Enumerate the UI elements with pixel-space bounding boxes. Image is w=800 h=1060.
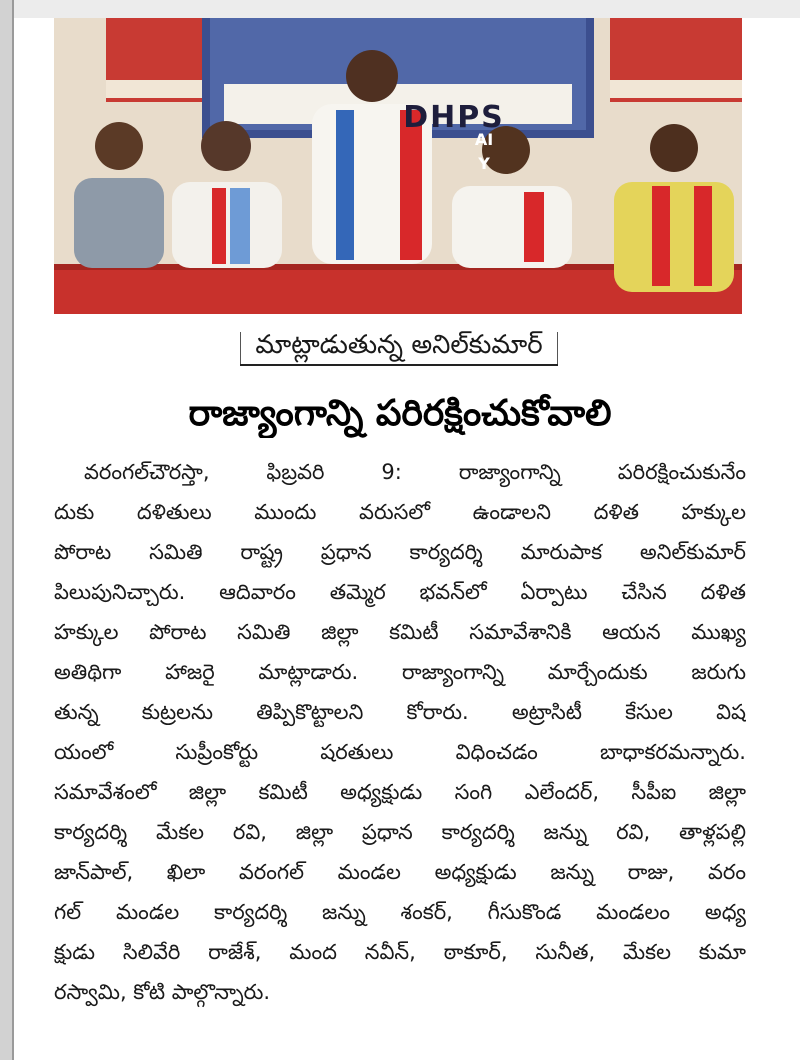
page-left-margin-line xyxy=(12,0,14,1060)
article-headline: రాజ్యాంగాన్ని పరిరక్షించుకోవాలి xyxy=(188,393,612,434)
photo-banner-text: DHPS xyxy=(403,100,505,135)
body-line: యంలో సుప్రీంకోర్టు షరతులు విధించడం బాధాకరమన్నారు. xyxy=(54,740,746,764)
body-line: గల్ మండల కార్యదర్శి జన్ను శంకర్, గీసుకొండ మండలం అధ్య xyxy=(54,900,746,924)
body-line: వరంగల్‌చౌరస్తా, ఫిబ్రవరి 9: రాజ్యాంగాన్ని పరిరక్షించుకునేం xyxy=(84,460,746,484)
news-photo xyxy=(54,18,742,314)
photo-sash-text: AIY xyxy=(474,130,494,173)
body-line: పిలుపునిచ్చారు. ఆదివారం తమ్మెర భవన్‌లో ఏర్పాటు చేసిన దళిత xyxy=(54,580,746,604)
body-line: క్షుడు సిలివేరి రాజేశ్, మంద నవీన్, ఠాకూర్, సునీత, మేకల కుమా xyxy=(54,940,746,964)
photo-caption xyxy=(240,326,558,366)
body-line: జాన్‌పాల్, ఖిలా వరంగల్ మండల అధ్యక్షుడు జన్ను రాజు, వరం xyxy=(54,860,746,884)
body-line: పోరాట సమితి రాష్ట్ర ప్రధాన కార్యదర్శి మారుపాక అనిల్‌కుమార్ xyxy=(54,540,746,564)
caption-left-rule xyxy=(240,332,241,366)
body-line: తున్న కుట్రలను తిప్పికొట్టాలని కోరారు. అట్రాసిటీ కేసుల విష xyxy=(54,700,746,724)
body-line: హక్కుల పోరాట సమితి జిల్లా కమిటీ సమావేశానికి ఆయన ముఖ్య xyxy=(54,620,746,644)
body-line: అతిథిగా హాజరై మాట్లాడారు. రాజ్యాంగాన్ని మార్చేందుకు జరుగు xyxy=(54,660,746,684)
previous-article-strip xyxy=(14,0,800,18)
body-line: సమావేశంలో జిల్లా కమిటీ అధ్యక్షుడు సంగి ఎలేందర్, సీపీఐ జిల్లా xyxy=(54,780,746,804)
caption-text: మాట్లాడుతున్న అనిల్‌కుమార్ xyxy=(255,330,543,360)
body-line: రస్వామి, కోటి పాల్గొన్నారు. xyxy=(54,980,271,1004)
body-line: కార్యదర్శి మేకల రవి, జిల్లా ప్రధాన కార్యదర్శి జన్ను రవి, తాళ్లపల్లి xyxy=(54,820,746,844)
photo-illustration xyxy=(54,18,742,314)
caption-right-rule xyxy=(557,332,558,366)
body-line: దుకు దళితులు ముందు వరుసలో ఉండాలని దళిత హక్కుల xyxy=(54,500,746,524)
